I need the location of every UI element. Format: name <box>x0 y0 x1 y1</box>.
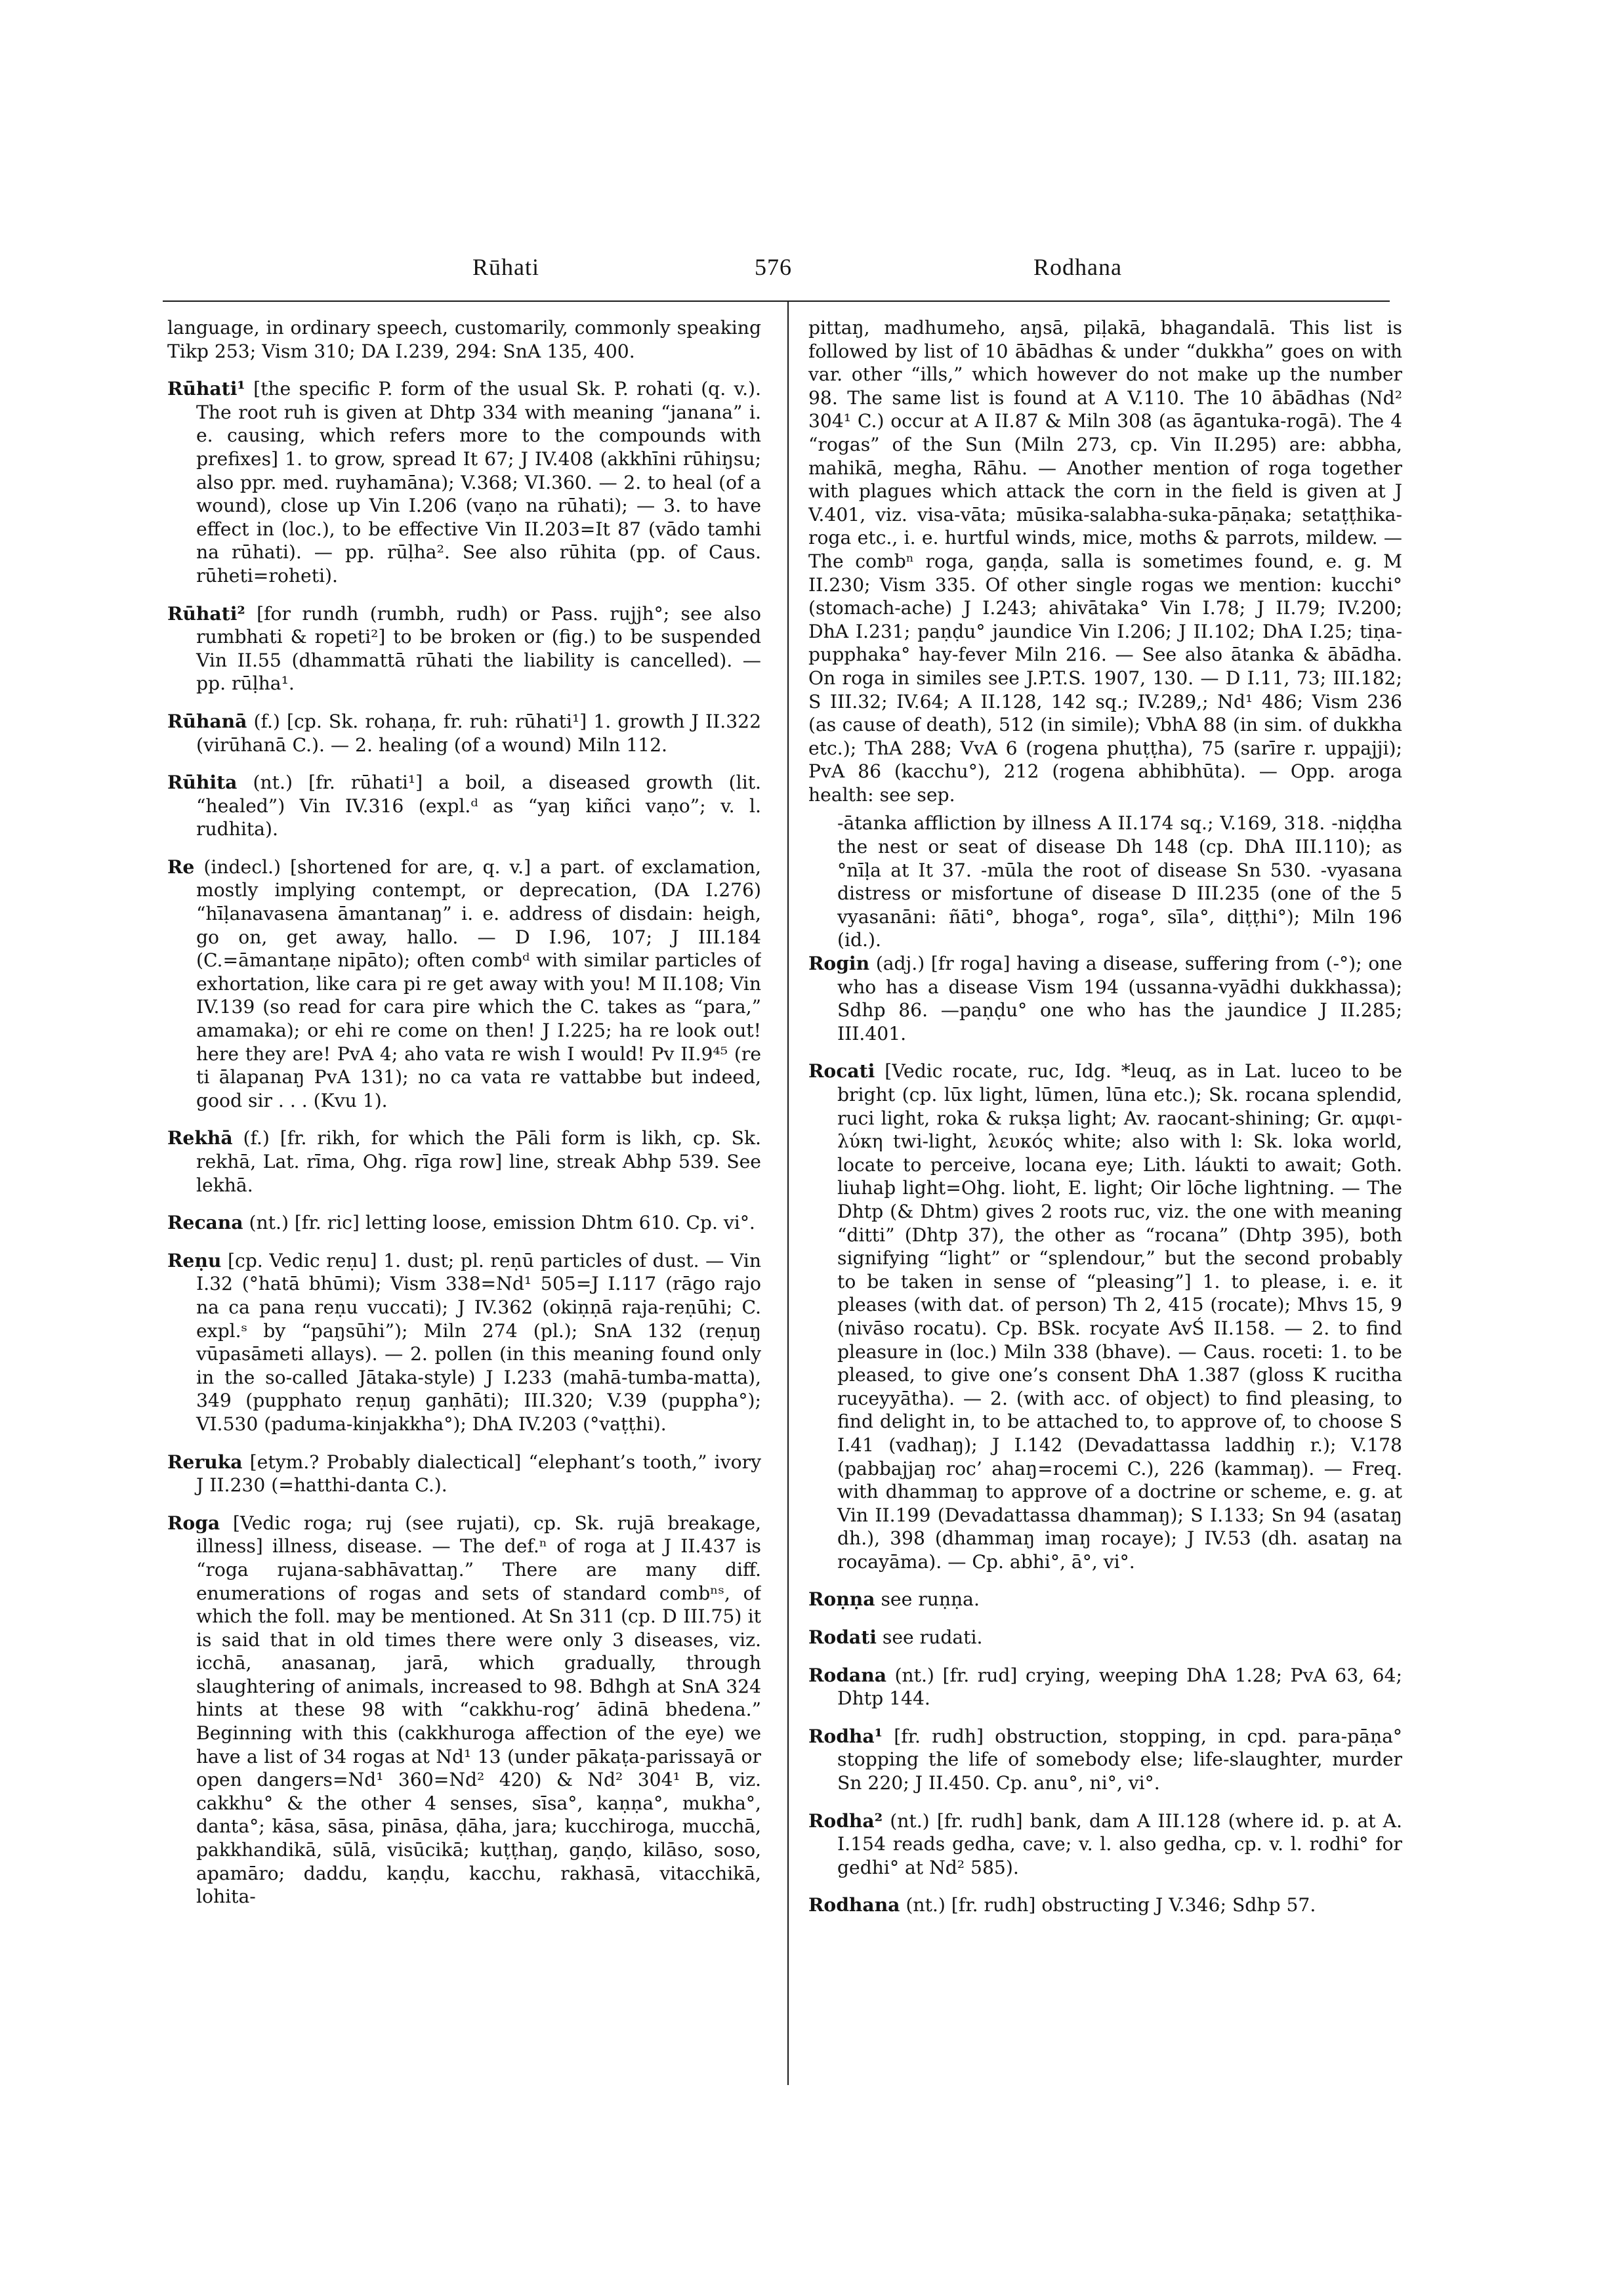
headword: Rodati <box>808 1626 877 1649</box>
entry-rodha <box>808 1725 1402 1795</box>
entry-body: [etym.? Probably dialectical] “elephant’s tooth,” ivory J II.230 (=hatthi-danta C.). <box>196 1451 761 1497</box>
entry-body: pittaŋ, madhumeho, aŋsā, piḷakā, bhagandalā. This list is followed by list of 10 ābādhas & under “dukkha” goes on with var. other “ills,” which however do not make up the number 98. The same list is found at A V.110. The 10 ābādhas (Nd² 304¹ C.) occur at A II.87 & Miln 308 (as āgantuka-rogā). The 4 “rogas” of the Sun (Miln 273, cp. Vin II.295) are: abbha, mahikā, megha, Rāhu. — Another mention of roga together with plagues which attack the corn in the field is given at J V.401, viz. visa-vāta; mūsika-salabha-suka-pāṇaka; setaṭṭhika-roga etc., i. e. hurtful winds, mice, moths & parrots, mildew. — The combⁿ roga, gaṇḍa, salla is sometimes found, e. g. M II.230; Vism 335. Of other single rogas we mention: kucchi° (stomach-ache) J I.243; ahivātaka° Vin I.78; J II.79; IV.200; DhA I.231; paṇḍu° jaundice Vin I.206; J II.102; DhA I.25; tiṇa-pupphaka° hay-fever Miln 216. — See also ātanka & ābādha. On roga in similes see J.P.T.S. 1907, 130. — D I.11, 73; III.182; S III.32; IV.64; A II.128, 142 sq.; IV.289,; Nd¹ 486; Vism 236 (as cause of death), 512 (in simile); VbhA 88 (in sim. of dukkha etc.); ThA 288; VvA 6 (rogena phuṭṭha), 75 (sarīre r. uppajji); PvA 86 (kacchu°), 212 (rogena abhibhūta). — Opp. aroga health: see sep. <box>808 317 1402 806</box>
headword: Rocati <box>808 1060 875 1083</box>
headword: Reruka <box>167 1451 243 1473</box>
headword: Re <box>167 856 195 878</box>
entry-body: (nt.) [fr. ric] letting loose, emission Dhtm 610. Cp. vi°. <box>243 1212 755 1234</box>
headword: Rodana <box>808 1664 886 1686</box>
page-number: 576 <box>755 254 792 280</box>
entry-ronna <box>808 1588 1402 1611</box>
entry-body: (nt.) [fr. rudh] bank, dam A III.128 (where id. p. at A. I.154 reads gedha, cave; v. l. also gedha, cp. v. l. rodhi° for gedhi° at Nd² 585). <box>837 1809 1402 1878</box>
entry-body: (indecl.) [shortened for are, q. v.] a part. of exclamation, mostly implying contempt, or deprecation, (DA I.276) “hīḷanavasena āmantanaŋ” i. e. address of disdain: heigh, go on, get away, hallo. — D I.96, 107; J III.184 (C.=āmantaṇe nipāto); often combᵈ with similar particles of exhortation, like cara pi re get away with you! M II.108; Vin IV.139 (so read for cara pire which the C. takes as “para,” amamaka); or ehi re come on then! J I.225; ha re look out! here they are! PvA 4; aho vata re wish I would! Pv II.9⁴⁵ (re ti ālapanaŋ PvA 131); no ca vata re vattabbe but indeed, good sir . . . (Kvu 1). <box>194 856 761 1111</box>
entry-body: (adj.) [fr roga] having a disease, suffering from (-°); one who has a disease Vism 194 (ussanna-vyādhi dukkhassa); Sdhp 86. —paṇḍu° one who has the jaundice J II.285; III.401. <box>837 953 1402 1044</box>
entry-body: [cp. Vedic reṇu] 1. dust; pl. reṇū particles of dust. — Vin I.32 (°hatā bhūmi); Vism 338=Nd¹ 505=J I.117 (rāgo rajo na ca pana reṇu vuccati); J IV.362 (okiṇṇā raja-reṇūhi; C. expl.ˢ by “paŋsūhi”); Miln 274 (pl.); SnA 132 (reṇuŋ vūpasāmeti allays). — 2. pollen (in this meaning found only in the so-called Jātaka-style) J I.233 (mahā-tumba-matta), 349 (pupphato reṇuŋ gaṇhāti); III.320; V.39 (puppha°); VI.530 (paduma-kinjakkha°); DhA IV.203 (°vaṭṭhi). <box>196 1249 761 1435</box>
entry-body: (f.) [fr. rikh, for which the Pāli form is likh, cp. Sk. rekhā, Lat. rīma, Ohg. rīga row] line, streak Abhp 539. See lekhā. <box>196 1127 761 1196</box>
entry-ruhati <box>167 377 761 587</box>
entry-re <box>167 856 761 1113</box>
entry-rodhana <box>808 1893 1402 1917</box>
entry-rogin <box>808 952 1402 1045</box>
left-column <box>167 316 761 2269</box>
entry-rodha <box>808 1809 1402 1880</box>
entry-rodati <box>808 1626 1402 1649</box>
entry-ruhati <box>167 602 761 695</box>
entry-body: language, in ordinary speech, customarily, commonly speaking Tikp 253; Vism 310; DA I.239, 294: SnA 135, 400. <box>167 317 761 362</box>
entry-rodana <box>808 1664 1402 1710</box>
entry-body: [for rundh (rumbh, rudh) or Pass. rujjh°; see also rumbhati & ropeti²] to be broken or (fig.) to be suspended Vin II.55 (dhammattā rūhati the liability is cancelled). — pp. rūḷha¹. <box>196 602 761 695</box>
entry-body: [the specific P. form of the usual Sk. P. rohati (q. v.). The root ruh is given at Dhtp 334 with meaning “janana” i. e. causing, which refers more to the compounds with prefixes] 1. to grow, spread It 67; J IV.408 (akkhīni rūhiŋsu; also ppr. med. ruyhamāna); V.368; VI.360. — 2. to heal (of a wound), close up Vin I.206 (vaṇo na rūhati); — 3. to have effect in (loc.), to be effective Vin II.203=It 87 (vādo tamhi na rūhati). — pp. rūḷha². See also rūhita (pp. of Caus. rūheti=roheti). <box>196 378 761 587</box>
entry-continued <box>167 316 761 363</box>
running-head-left: Rūhati <box>472 254 539 280</box>
entry-reruka <box>167 1451 761 1497</box>
right-column <box>808 316 1402 2269</box>
entry-body: see rudati. <box>876 1626 983 1649</box>
headword: Rūhati¹ <box>167 378 245 400</box>
headword: Recana <box>167 1212 243 1234</box>
header-rule <box>163 300 1390 302</box>
headword: Roga <box>167 1512 220 1534</box>
entry-rocati <box>808 1060 1402 1573</box>
headword: Rodha² <box>808 1809 883 1832</box>
entry-body: [Vedic roga; ruj (see rujati), cp. Sk. rujā breakage, illness] illness, disease. — The def.ⁿ of roga at J II.437 is “roga rujana-sabhāvattaŋ.” There are many diff. enumerations of rogas and sets of standard combⁿˢ, of which the foll. may be mentioned. At Sn 311 (cp. D III.75) it is said that in old times there were only 3 diseases, viz. icchā, anasanaŋ, jarā, which gradually, through slaughtering of animals, increased to 98. Bdhgh at SnA 324 hints at these 98 with “cakkhu-rog’ ādinā bhedena.” Beginning with this (cakkhuroga affection of the eye) we have a list of 34 rogas at Nd¹ 13 (under pākaṭa-parissayā or open dangers=Nd¹ 360=Nd² 420) & Nd² 304¹ B, viz. cakkhu° & the other 4 senses, sīsa°, kaṇṇa°, mukha°, danta°; kāsa, sāsa, pināsa, ḍāha, jara; kucchiroga, mucchā, pakkhandikā, sūlā, visūcikā; kuṭṭhaŋ, gaṇḍo, kilāso, soso, apamāro; daddu, kaṇḍu, kacchu, rakhasā, vitacchikā, lohita- <box>196 1512 761 1908</box>
running-head-right: Rodhana <box>1033 254 1122 280</box>
headword: Rūhanā <box>167 710 247 732</box>
entry-rekha <box>167 1127 761 1197</box>
headword: Roṇṇa <box>808 1588 875 1611</box>
entry-renu <box>167 1249 761 1436</box>
entry-ruhana <box>167 710 761 756</box>
entry-ruhita <box>167 771 761 841</box>
headword: Rodhana <box>808 1894 900 1916</box>
entry-body: (nt.) [fr. rudh] obstructing J V.346; Sdhp 57. <box>900 1894 1316 1916</box>
entry-body: (nt.) [fr. rud] crying, weeping DhA 1.28; PvA 63, 64; Dhtp 144. <box>837 1664 1402 1710</box>
headword: Rekhā <box>167 1127 233 1149</box>
entry-continued <box>808 316 1402 806</box>
entry-body: see ruṇṇa. <box>875 1588 980 1611</box>
entry-body: [Vedic rocate, ruc, Idg. *leuq, as in Lat. luceo to be bright (cp. lūx light, lūmen, lūna etc.); Sk. rocana splendid, ruci light, roka & rukṣa light; Av. raocant-shining; Gr. αμφι-λύκη twi-light, λευκός white; also with l: Sk. loka world, locate to perceive, locana eye; Lith. láukti to await; Goth. liuhaþ light=Ohg. lioht, E. light; Oir lōche lightning. — The Dhtp (& Dhtm) gives 2 roots ruc, viz. the one with meaning “ditti” (Dhtp 37), the other as “rocana” (Dhtp 395), both signifying “light” or “splendour,” but the second probably to be taken in sense of “pleasing”] 1. to please, i. e. it pleases (with dat. of person) Th 2, 415 (rocate); Mhvs 15, 9 (nivāso rocatu). Cp. BSk. rocyate AvŚ II.158. — 2. to find pleasure in (loc.) Miln 338 (bhave). — Caus. roceti: 1. to be pleased, to give one’s consent DhA 1.387 (gloss K rucitha ruceyyātha). — 2. (with acc. of object) to find pleasing, to find delight in, to be attached to, to approve of, to choose S I.41 (vadhaŋ); J I.142 (Devadattassa laddhiŋ r.); V.178 (pabbajjaŋ roc’ ahaŋ=rocemi C.), 226 (kammaŋ). — Freq. with dhammaŋ to approve of a doctrine or scheme, e. g. at Vin II.199 (Devadattassa dhammaŋ); S I.133; Sn 94 (asataŋ dh.), 398 (dhammaŋ imaŋ rocaye); J IV.53 (dh. asataŋ na rocayāma). — Cp. abhi°, ā°, vi°. <box>837 1060 1402 1573</box>
headword: Rūhita <box>167 772 238 794</box>
entry-body: (f.) [cp. Sk. rohaṇa, fr. ruh: rūhati¹] 1. growth J II.322 (virūhanā C.). — 2. healing (of a wound) Miln 112. <box>196 710 761 756</box>
entry-body: (nt.) [fr. rūhati¹] a boil, a diseased growth (lit. “healed”) Vin IV.316 (expl.ᵈ as “yaŋ kiñci vaṇo”; v. l. rudhita). <box>196 772 761 840</box>
sub-entry: -ātanka affliction by illness A II.174 sq.; V.169, 318. -niḍḍha the nest or seat of disease Dh 148 (cp. DhA III.110); as °nīḷa at It 37. -mūla the root of disease Sn 530. -vyasana distress or misfortune of disease D III.235 (one of the 5 vyasanāni: ñāti°, bhoga°, roga°, sīla°, diṭṭhi°); Miln 196 (id.). <box>837 812 1402 951</box>
headword: Rogin <box>808 953 870 975</box>
entry-body: [fr. rudh] obstruction, stopping, in cpd. para-pāṇa° stopping the life of somebody else; life-slaughter, murder Sn 220; J II.450. Cp. anu°, ni°, vi°. <box>837 1725 1402 1794</box>
entry-recana <box>167 1211 761 1235</box>
entry-roga <box>167 1512 761 1909</box>
headword: Rūhati² <box>167 602 245 625</box>
headword: Reṇu <box>167 1249 222 1272</box>
headword: Rodha¹ <box>808 1725 883 1747</box>
column-divider <box>787 300 789 2085</box>
